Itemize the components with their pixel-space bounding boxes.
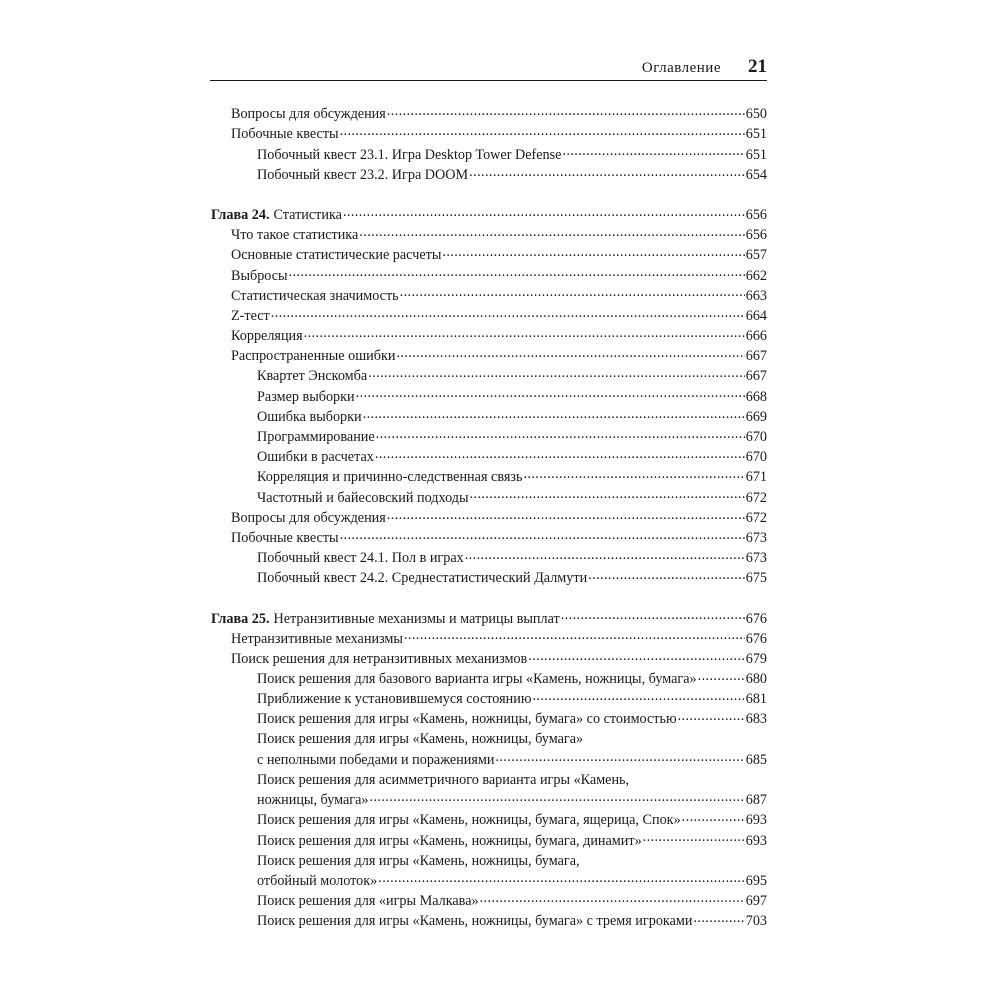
toc-entry-label xyxy=(231,266,288,286)
toc-chapter-entry[interactable] xyxy=(211,205,767,225)
toc-entry-label xyxy=(257,831,642,851)
dot-leader xyxy=(387,104,745,118)
dot-leader xyxy=(532,689,744,703)
toc-entry-page: 670 xyxy=(745,429,767,445)
toc-entry[interactable] xyxy=(211,830,767,850)
dot-leader xyxy=(340,528,745,542)
toc-entry-text: Побочный квест 24.2. Среднестатистический Далмути xyxy=(257,570,588,587)
table-of-contents xyxy=(211,104,767,931)
toc-entry-label xyxy=(257,366,367,386)
toc-entry-text: Побочные квесты xyxy=(231,529,339,546)
toc-entry[interactable] xyxy=(211,508,767,528)
toc-entry-text: Побочный квест 24.1. Пол в играх xyxy=(257,550,464,567)
toc-entry[interactable] xyxy=(211,104,767,124)
toc-entry-page: 685 xyxy=(745,751,767,768)
dot-leader xyxy=(304,326,745,340)
running-header xyxy=(210,56,767,78)
toc-entry[interactable] xyxy=(211,649,767,669)
dot-leader xyxy=(682,810,745,824)
toc-entry[interactable] xyxy=(211,810,767,830)
toc-entry-page: 667 xyxy=(745,368,767,385)
toc-entry-page: 664 xyxy=(745,307,767,324)
toc-entry-label xyxy=(257,911,692,931)
toc-entry-label xyxy=(231,346,395,366)
toc-entry[interactable] xyxy=(211,568,767,588)
dot-leader xyxy=(375,447,745,461)
toc-entry-label xyxy=(257,548,464,568)
toc-entry-page: 683 xyxy=(745,711,767,728)
toc-entry[interactable] xyxy=(211,346,767,366)
toc-entry-page: 672 xyxy=(745,489,767,506)
toc-entry[interactable] xyxy=(211,265,767,285)
toc-entry-label xyxy=(257,165,468,185)
toc-entry-page: 656 xyxy=(745,206,767,223)
toc-entry[interactable] xyxy=(211,306,767,326)
dot-leader xyxy=(378,871,744,885)
dot-leader xyxy=(495,750,744,764)
toc-entry-page: 650 xyxy=(745,106,767,123)
dot-leader xyxy=(376,427,745,441)
toc-entry-page: 693 xyxy=(745,812,767,829)
toc-entry-page: 657 xyxy=(745,247,767,264)
toc-entry-text: Побочный квест 23.1. Игра Desktop Tower Defense xyxy=(257,146,562,163)
toc-entry-label xyxy=(231,528,339,548)
toc-entry-page: 666 xyxy=(745,328,767,345)
toc-entry-page: 687 xyxy=(745,792,767,809)
toc-entry-label xyxy=(257,145,561,165)
toc-entry-label xyxy=(257,568,587,588)
dot-leader xyxy=(470,487,745,501)
toc-entry-page: 669 xyxy=(745,408,767,425)
toc-entry-text: Побочные квесты xyxy=(231,126,339,143)
chapter-number: Глава 24. xyxy=(211,206,270,223)
toc-entry-text: Корреляция и причинно-следственная связь xyxy=(257,469,523,486)
toc-entry-page: 675 xyxy=(745,570,767,587)
toc-entry[interactable] xyxy=(211,790,767,810)
toc-entry-text: ножницы, бумага» xyxy=(257,792,369,809)
toc-entry-page: 671 xyxy=(745,469,767,486)
toc-entry[interactable] xyxy=(211,124,767,144)
toc-entry-text: Основные статистические расчеты xyxy=(231,247,442,264)
dot-leader xyxy=(343,205,745,219)
dot-leader xyxy=(359,225,744,239)
dot-leader xyxy=(469,165,745,179)
dot-leader xyxy=(356,386,745,400)
toc-entry-label xyxy=(231,225,358,245)
toc-entry-line: Поиск решения для игры «Камень, ножницы, бумага, xyxy=(257,852,580,869)
toc-entry-label xyxy=(257,488,469,508)
toc-entry[interactable] xyxy=(211,225,767,245)
dot-leader xyxy=(363,407,745,421)
toc-entry[interactable] xyxy=(211,366,767,386)
toc-entry-label xyxy=(231,245,441,265)
toc-entry-text: Ошибки в расчетах xyxy=(257,449,374,466)
dot-leader xyxy=(396,346,744,360)
dot-leader xyxy=(368,366,745,380)
dot-leader xyxy=(271,306,745,320)
toc-entry[interactable] xyxy=(211,911,767,931)
toc-entry-text: Квартет Энскомба xyxy=(257,368,368,385)
dot-leader xyxy=(698,669,745,683)
dot-leader xyxy=(480,891,745,905)
toc-entry-page: 662 xyxy=(745,267,767,284)
toc-entry-text: Распространенные ошибки xyxy=(231,348,396,365)
toc-entry[interactable] xyxy=(211,245,767,265)
toc-entry-label xyxy=(257,689,531,709)
toc-entry-text: Ошибка выборки xyxy=(257,408,362,425)
dot-leader xyxy=(678,709,745,723)
toc-entry-text: Побочный квест 23.2. Игра DOOM xyxy=(257,166,469,183)
toc-entry-page: 656 xyxy=(745,227,767,244)
toc-entry-page: 695 xyxy=(745,872,767,889)
toc-entry[interactable] xyxy=(211,326,767,346)
toc-entry-page: 681 xyxy=(745,691,767,708)
toc-entry-page: 668 xyxy=(745,388,767,405)
toc-entry-label xyxy=(211,205,342,225)
toc-entry[interactable] xyxy=(211,407,767,427)
toc-entry-label xyxy=(257,669,697,689)
toc-entry-label xyxy=(257,709,677,729)
toc-entry[interactable] xyxy=(211,467,767,487)
toc-entry-label xyxy=(231,508,386,528)
toc-entry[interactable] xyxy=(211,689,767,709)
toc-entry[interactable] xyxy=(211,548,767,568)
dot-leader xyxy=(442,245,744,259)
toc-entry[interactable] xyxy=(211,750,767,770)
toc-entry-label xyxy=(257,891,479,911)
toc-entry[interactable] xyxy=(211,447,767,467)
toc-entry-label xyxy=(231,326,303,346)
toc-entry-text: Поиск решения для нетранзитивных механизмов xyxy=(231,650,528,667)
toc-entry[interactable] xyxy=(211,165,767,185)
toc-entry-label xyxy=(257,750,494,770)
dot-leader xyxy=(643,830,745,844)
toc-entry-label xyxy=(257,447,374,467)
dot-leader xyxy=(400,286,745,300)
toc-entry-label xyxy=(231,124,339,144)
toc-entry-text: Статистическая значимость xyxy=(231,287,399,304)
toc-entry-label xyxy=(257,790,369,810)
toc-entry-page: 673 xyxy=(745,550,767,567)
dot-leader xyxy=(370,790,745,804)
chapter-number: Глава 25. xyxy=(211,610,270,627)
toc-entry-text: Поиск решения для «игры Малкава» xyxy=(257,893,479,910)
toc-entry-text: Размер выборки xyxy=(257,388,355,405)
toc-entry[interactable] xyxy=(211,386,767,406)
dot-leader xyxy=(465,548,745,562)
toc-entry-page: 667 xyxy=(745,348,767,365)
toc-entry-label xyxy=(231,629,403,649)
toc-entry-text: Поиск решения для игры «Камень, ножницы, бумага» со стоимостью xyxy=(257,711,677,728)
dot-leader xyxy=(693,911,744,925)
dot-leader xyxy=(289,265,745,279)
dot-leader xyxy=(387,508,745,522)
toc-entry-label xyxy=(257,427,375,447)
toc-entry[interactable] xyxy=(211,286,767,306)
toc-entry-text: Поиск решения для игры «Камень, ножницы, бумага, ящерица, Спок» xyxy=(257,812,681,829)
toc-entry-text: отбойный молоток» xyxy=(257,872,378,889)
dot-leader xyxy=(588,568,745,582)
toc-entry-label xyxy=(257,467,522,487)
dot-leader xyxy=(528,649,744,663)
toc-entry-label xyxy=(257,810,681,830)
dot-leader xyxy=(340,124,745,138)
toc-entry-text: Статистика xyxy=(273,206,342,223)
toc-entry-label xyxy=(257,871,377,891)
toc-entry-text: Выбросы xyxy=(231,267,288,284)
toc-entry-text: Поиск решения для игры «Камень, ножницы, бумага» с тремя игроками xyxy=(257,913,693,930)
toc-entry-label xyxy=(211,609,560,629)
toc-entry-page: 673 xyxy=(745,529,767,546)
toc-entry-text: Приближение к установившемуся состоянию xyxy=(257,691,532,708)
toc-entry-text: Частотный и байесовский подходы xyxy=(257,489,469,506)
dot-leader xyxy=(561,608,745,622)
toc-entry[interactable] xyxy=(211,528,767,548)
toc-entry-text: Z-тест xyxy=(231,307,270,324)
toc-entry[interactable] xyxy=(211,629,767,649)
toc-entry-page: 651 xyxy=(745,146,767,163)
toc-entry-label xyxy=(257,407,362,427)
toc-entry-text: Вопросы для обсуждения xyxy=(231,509,386,526)
toc-entry[interactable] xyxy=(211,144,767,164)
toc-entry-label xyxy=(231,104,386,124)
toc-entry-line: Поиск решения для игры «Камень, ножницы, бумага» xyxy=(257,731,584,748)
toc-entry-page: 651 xyxy=(745,126,767,143)
toc-entry-label xyxy=(231,286,399,306)
toc-entry-page: 680 xyxy=(745,671,767,688)
toc-entry-page: 676 xyxy=(745,610,767,627)
dot-leader xyxy=(404,629,745,643)
toc-entry-text: Что такое статистика xyxy=(231,227,359,244)
toc-entry-text: Поиск решения для базового варианта игры «Камень, ножницы, бумага» xyxy=(257,671,697,688)
toc-entry[interactable] xyxy=(211,871,767,891)
toc-entry-page: 670 xyxy=(745,449,767,466)
header-title: Оглавление xyxy=(641,60,721,76)
toc-entry-label xyxy=(257,387,355,407)
toc-entry-text: Нетранзитивные механизмы xyxy=(231,630,403,647)
toc-entry-page: 697 xyxy=(745,893,767,910)
toc-entry-text: Поиск решения для игры «Камень, ножницы, бумага, динамит» xyxy=(257,832,642,849)
toc-entry-page: 693 xyxy=(745,832,767,849)
toc-entry-page: 679 xyxy=(745,650,767,667)
toc-entry-label xyxy=(231,649,527,669)
header-divider xyxy=(210,80,767,81)
dot-leader xyxy=(562,144,744,158)
toc-entry[interactable] xyxy=(211,669,767,689)
toc-entry-line: Поиск решения для асимметричного варианта игры «Камень, xyxy=(257,771,630,788)
toc-entry[interactable] xyxy=(211,891,767,911)
toc-entry[interactable] xyxy=(211,487,767,507)
toc-entry-page: 703 xyxy=(745,913,767,930)
toc-entry-text: Нетранзитивные механизмы и матрицы выплат xyxy=(273,610,560,627)
toc-entry[interactable] xyxy=(211,709,767,729)
toc-entry-label xyxy=(231,306,270,326)
toc-entry-text: с неполными победами и поражениями xyxy=(257,751,495,768)
toc-entry-page: 663 xyxy=(745,287,767,304)
toc-entry-page: 654 xyxy=(745,166,767,183)
toc-entry-page: 676 xyxy=(745,630,767,647)
toc-entry-text: Корреляция xyxy=(231,328,303,345)
toc-entry[interactable] xyxy=(211,427,767,447)
page-number: 21 xyxy=(748,56,767,77)
dot-leader xyxy=(523,467,744,481)
toc-entry-text: Вопросы для обсуждения xyxy=(231,106,386,123)
toc-chapter-entry[interactable] xyxy=(211,608,767,628)
toc-entry-text: Программирование xyxy=(257,429,375,445)
toc-entry-page: 672 xyxy=(745,509,767,526)
